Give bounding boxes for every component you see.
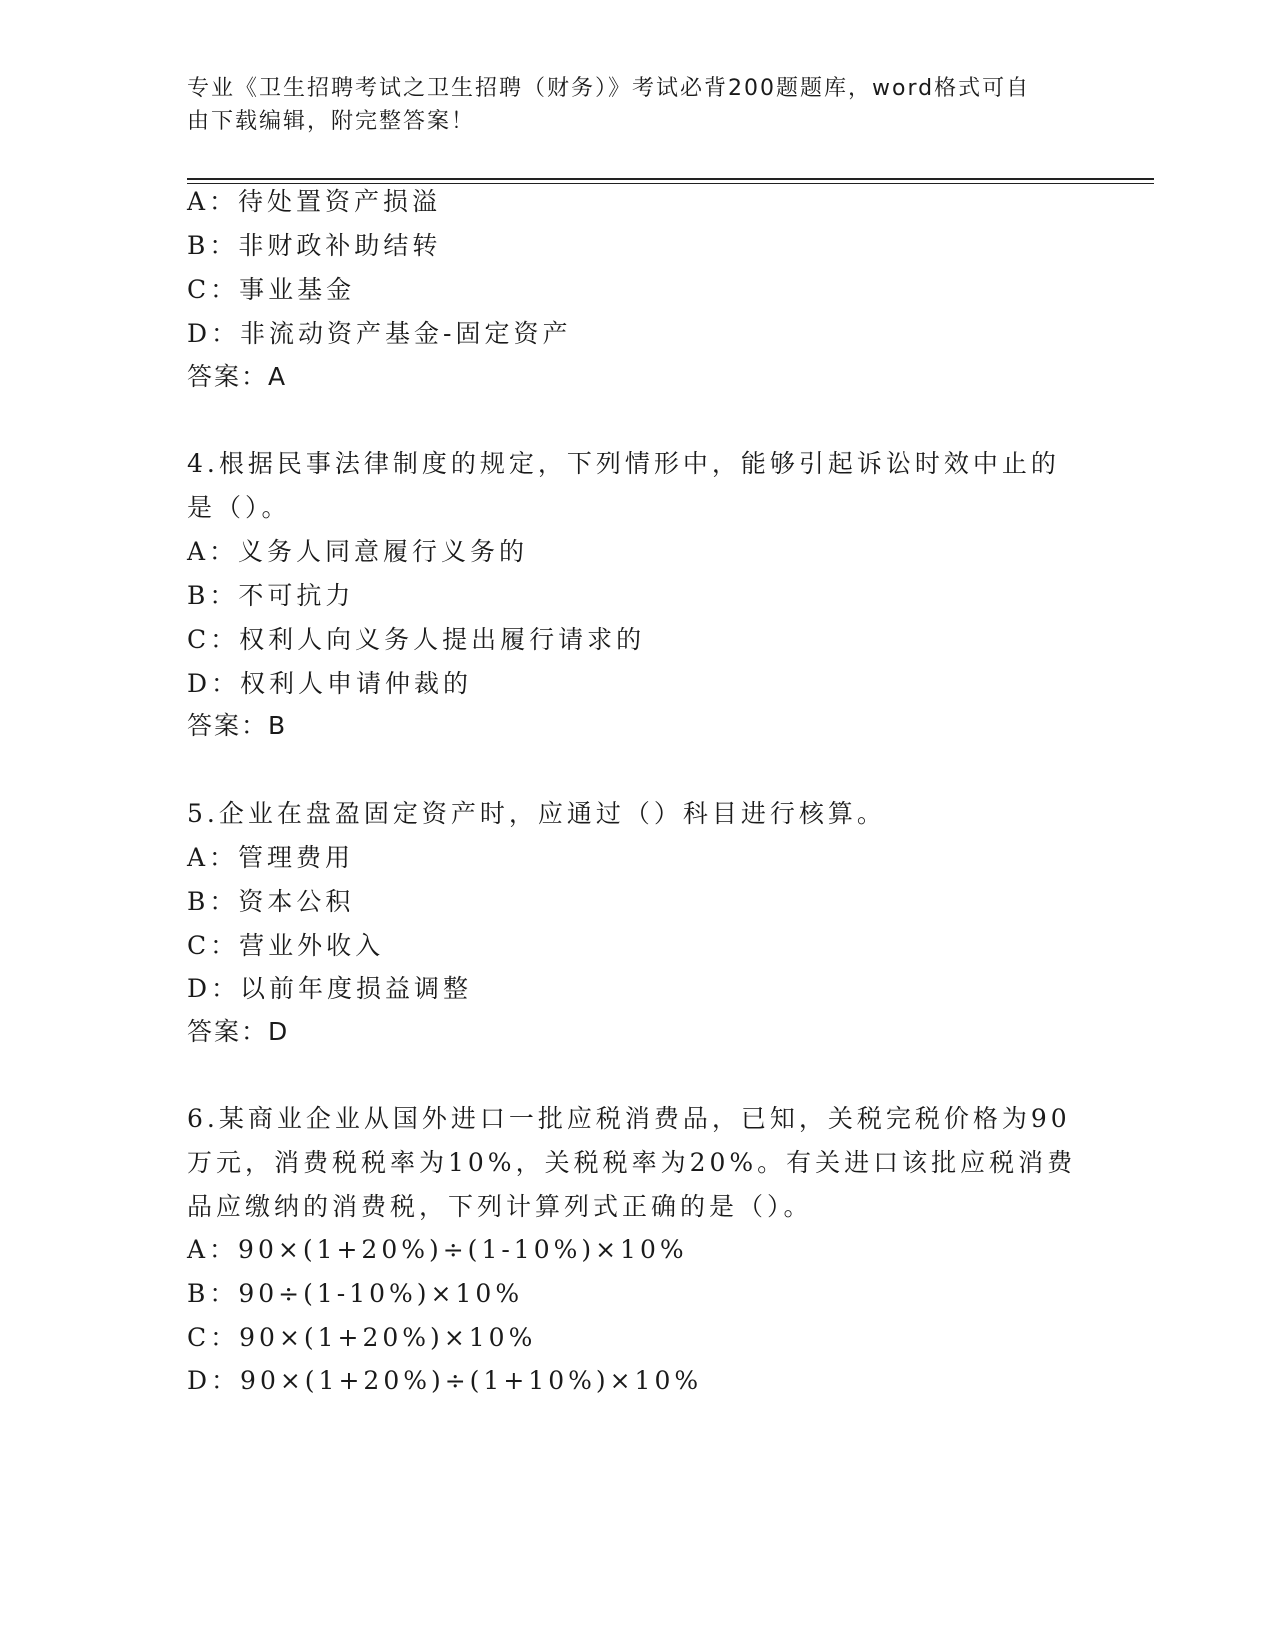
q5-option-c: C：营业外收入	[187, 931, 385, 960]
q5-stem-line-1: 5.企业在盘盈固定资产时，应通过（）科目进行核算。	[187, 799, 886, 828]
q5-answer: 答案：D	[187, 1017, 290, 1046]
q3-option-b: B：非财政补助结转	[187, 231, 442, 260]
q4-option-c: C：权利人向义务人提出履行请求的	[187, 625, 646, 654]
q3-answer: 答案：A	[187, 362, 288, 391]
header-line-2: 由下载编辑，附完整答案！	[187, 109, 476, 134]
header-divider-thin	[187, 183, 1154, 184]
q4-option-d: D：权利人申请仲裁的	[187, 669, 473, 698]
q4-stem-line-2: 是（）。	[187, 493, 291, 522]
header-divider-thick	[187, 178, 1154, 180]
q6-option-b: B：90÷(1-10%)×10%	[187, 1279, 524, 1308]
q6-stem-line-3: 品应缴纳的消费税，下列计算列式正确的是（）。	[187, 1192, 813, 1221]
document-header	[187, 72, 1087, 138]
header-line-1: 专业《卫生招聘考试之卫生招聘（财务）》考试必背200题题库，word格式可自	[187, 76, 1031, 101]
q6-option-d: D：90×(1+20%)÷(1+10%)×10%	[187, 1366, 703, 1395]
q6-stem-line-2: 万元，消费税税率为10%，关税税率为20%。有关进口该批应税消费	[187, 1148, 1077, 1177]
q3-option-c: C：事业基金	[187, 275, 356, 304]
q6-option-a: A：90×(1+20%)÷(1-10%)×10%	[187, 1235, 688, 1264]
q4-option-b: B：不可抗力	[187, 581, 355, 610]
q6-stem-line-1: 6.某商业企业从国外进口一批应税消费品，已知，关税完税价格为90	[187, 1104, 1071, 1133]
q4-option-a: A：义务人同意履行义务的	[187, 537, 529, 566]
q5-option-d: D：以前年度损益调整	[187, 974, 473, 1003]
q4-answer: 答案：B	[187, 711, 288, 740]
q6-option-c: C：90×(1+20%)×10%	[187, 1323, 537, 1352]
q4-stem-line-1: 4.根据民事法律制度的规定，下列情形中，能够引起诉讼时效中止的	[187, 449, 1060, 478]
q5-option-a: A：管理费用	[187, 843, 355, 872]
q3-option-a: A：待处置资产损溢	[187, 187, 442, 216]
q5-option-b: B：资本公积	[187, 887, 355, 916]
q3-option-d: D：非流动资产基金-固定资产	[187, 319, 572, 348]
